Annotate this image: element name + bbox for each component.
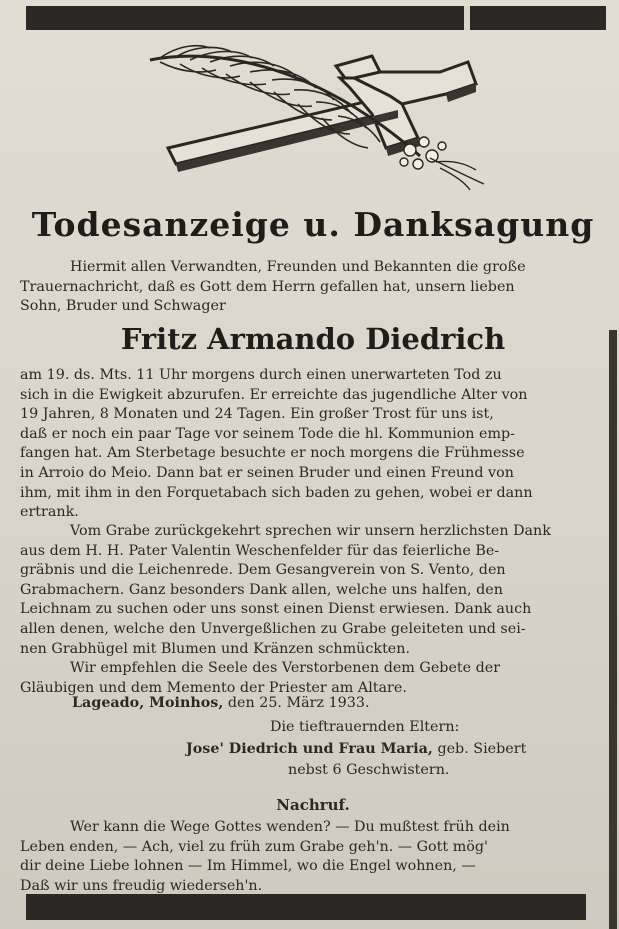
body-line: 19 Jahren, 8 Monaten und 24 Tagen. Ein großer Trost für uns ist, [20, 406, 494, 423]
thanks-line: Leichnam zu suchen oder uns sonst einen Dienst erwiesen. Dank auch [20, 601, 532, 618]
prayer-line: Wir empfehlen die Seele des Verstorbenen dem Gebete der [70, 660, 501, 676]
date-text: den 25. März 1933. [227, 695, 370, 711]
intro-paragraph [20, 258, 606, 317]
thanks-line: allen denen, welche den Unvergeßlichen zu Grabe geleiteten und sei- [20, 620, 526, 637]
body-line: daß er noch ein paar Tage vor seinem Tode die hl. Kommunion emp- [20, 425, 516, 442]
notice-title: Todesanzeige u. Danksagung [31, 205, 595, 244]
deceased-name: Fritz Armando Diedrich [120, 322, 506, 356]
body-line: ihm, mit ihm in den Forquetabach sich baden zu gehen, wobei er dann [20, 484, 533, 501]
intro-line: Hiermit allen Verwandten, Freunden und Bekannten die große [70, 259, 526, 275]
thanks-line: aus dem H. H. Pater Valentin Weschenfelder für das feierliche Be- [20, 542, 500, 559]
bottom-rule [26, 894, 586, 920]
intro-line: Sohn, Bruder und Schwager [20, 298, 226, 315]
parents-maiden-name: geb. Siebert [437, 741, 527, 757]
mourners-heading: Die tieftrauernden Eltern: [270, 719, 460, 735]
intro-line: Trauernachricht, daß es Gott dem Herrn gefallen hat, unsern lieben [20, 278, 515, 295]
obituary-line: Wer kann die Wege Gottes wenden? — Du mußtest früh dein [70, 819, 510, 835]
siblings-line: nebst 6 Geschwistern. [288, 762, 450, 778]
cross-with-palm-frond-icon [140, 38, 500, 198]
obituary-paragraph [20, 818, 606, 896]
column-edge-rule [609, 330, 617, 929]
thanks-paragraph [20, 522, 606, 659]
top-rule [26, 6, 606, 30]
obituary-heading: Nachruf. [276, 796, 350, 814]
obituary-line: Daß wir uns freudig wiederseh'n. [20, 877, 263, 894]
place-date [72, 695, 370, 711]
body-line: ertrank. [20, 504, 79, 521]
prayer-paragraph [20, 659, 606, 698]
obituary-line: dir deine Liebe lohnen — Im Himmel, wo die Engel wohnen, — [20, 858, 476, 875]
parents-names: Jose' Diedrich und Frau Maria, [186, 741, 433, 757]
obituary-line: Leben enden, — Ach, viel zu früh zum Grabe geh'n. — Gott mög' [20, 838, 488, 855]
body-paragraph [20, 366, 606, 523]
body-line: fangen hat. Am Sterbetage besuchte er noch morgens die Frühmesse [20, 445, 525, 462]
thanks-line: Grabmachern. Ganz besonders Dank allen, welche uns halfen, den [20, 581, 503, 598]
body-line: in Arroio do Meio. Dann bat er seinen Bruder und einen Freund von [20, 464, 514, 481]
thanks-line: gräbnis und die Leichenrede. Dem Gesangverein von S. Vento, den [20, 562, 506, 579]
prayer-line: Gläubigen und dem Memento der Priester am Altare. [20, 679, 407, 696]
body-line: am 19. ds. Mts. 11 Uhr morgens durch einen unerwarteten Tod zu [20, 367, 502, 383]
place-name: Lageado, Moinhos, [72, 695, 224, 711]
thanks-line: Vom Grabe zurückgekehrt sprechen wir unsern herzlichsten Dank [70, 523, 551, 539]
body-line: sich in die Ewigkeit abzurufen. Er erreichte das jugendliche Alter von [20, 386, 528, 403]
parents-line [186, 741, 526, 757]
thanks-line: nen Grabhügel mit Blumen und Kränzen schmückten. [20, 640, 411, 657]
